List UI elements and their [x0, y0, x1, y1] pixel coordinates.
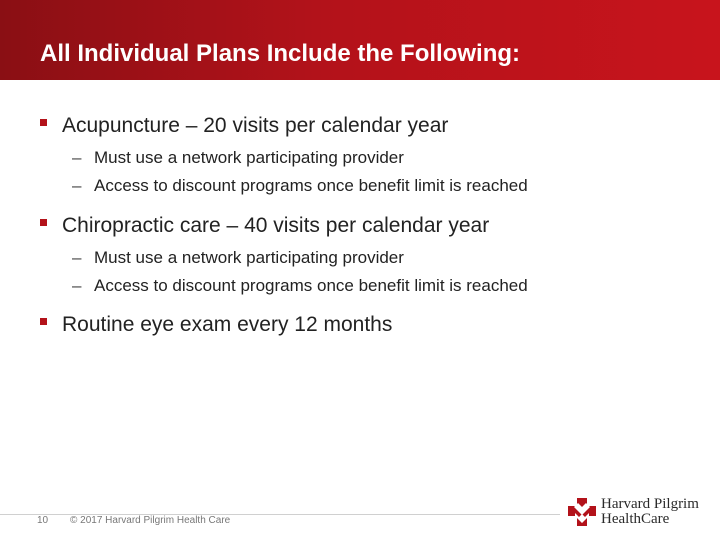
dash-marker: – [72, 248, 82, 267]
square-bullet-icon [40, 318, 47, 325]
logo-line-1: Harvard Pilgrim [601, 496, 699, 512]
sub-bullet-item [72, 272, 528, 300]
dash-marker: – [72, 276, 82, 295]
copyright-text: © 2017 Harvard Pilgrim Health Care [70, 515, 231, 526]
sub-bullet-item [72, 172, 528, 200]
dash-marker: – [72, 176, 82, 195]
harvard-pilgrim-logo [567, 497, 699, 527]
bullet-item [40, 210, 489, 242]
title-bar [0, 0, 720, 80]
logo-wordmark [601, 497, 699, 527]
sub-bullet-item [72, 244, 404, 272]
sub-bullet-text: Access to discount programs once benefit limit is reached [94, 176, 528, 195]
slide-title: All Individual Plans Include the Following: [40, 40, 521, 67]
bullet-text: Chiropractic care – 40 visits per calendar year [62, 214, 490, 237]
sub-bullet-text: Must use a network participating provider [94, 148, 404, 167]
harvard-pilgrim-cross-icon [567, 497, 597, 527]
sub-bullet-text: Access to discount programs once benefit limit is reached [94, 276, 528, 295]
sub-bullet-text: Must use a network participating provider [94, 248, 404, 267]
square-bullet-icon [40, 219, 47, 226]
page-number: 10 [37, 515, 49, 526]
dash-marker: – [72, 148, 82, 167]
bullet-item [40, 110, 448, 142]
bullet-item [40, 309, 392, 341]
logo-line-2: HealthCare [601, 511, 670, 527]
bullet-text: Acupuncture – 20 visits per calendar year [62, 114, 449, 137]
bullet-text: Routine eye exam every 12 months [62, 313, 393, 336]
square-bullet-icon [40, 119, 47, 126]
sub-bullet-item [72, 144, 404, 172]
